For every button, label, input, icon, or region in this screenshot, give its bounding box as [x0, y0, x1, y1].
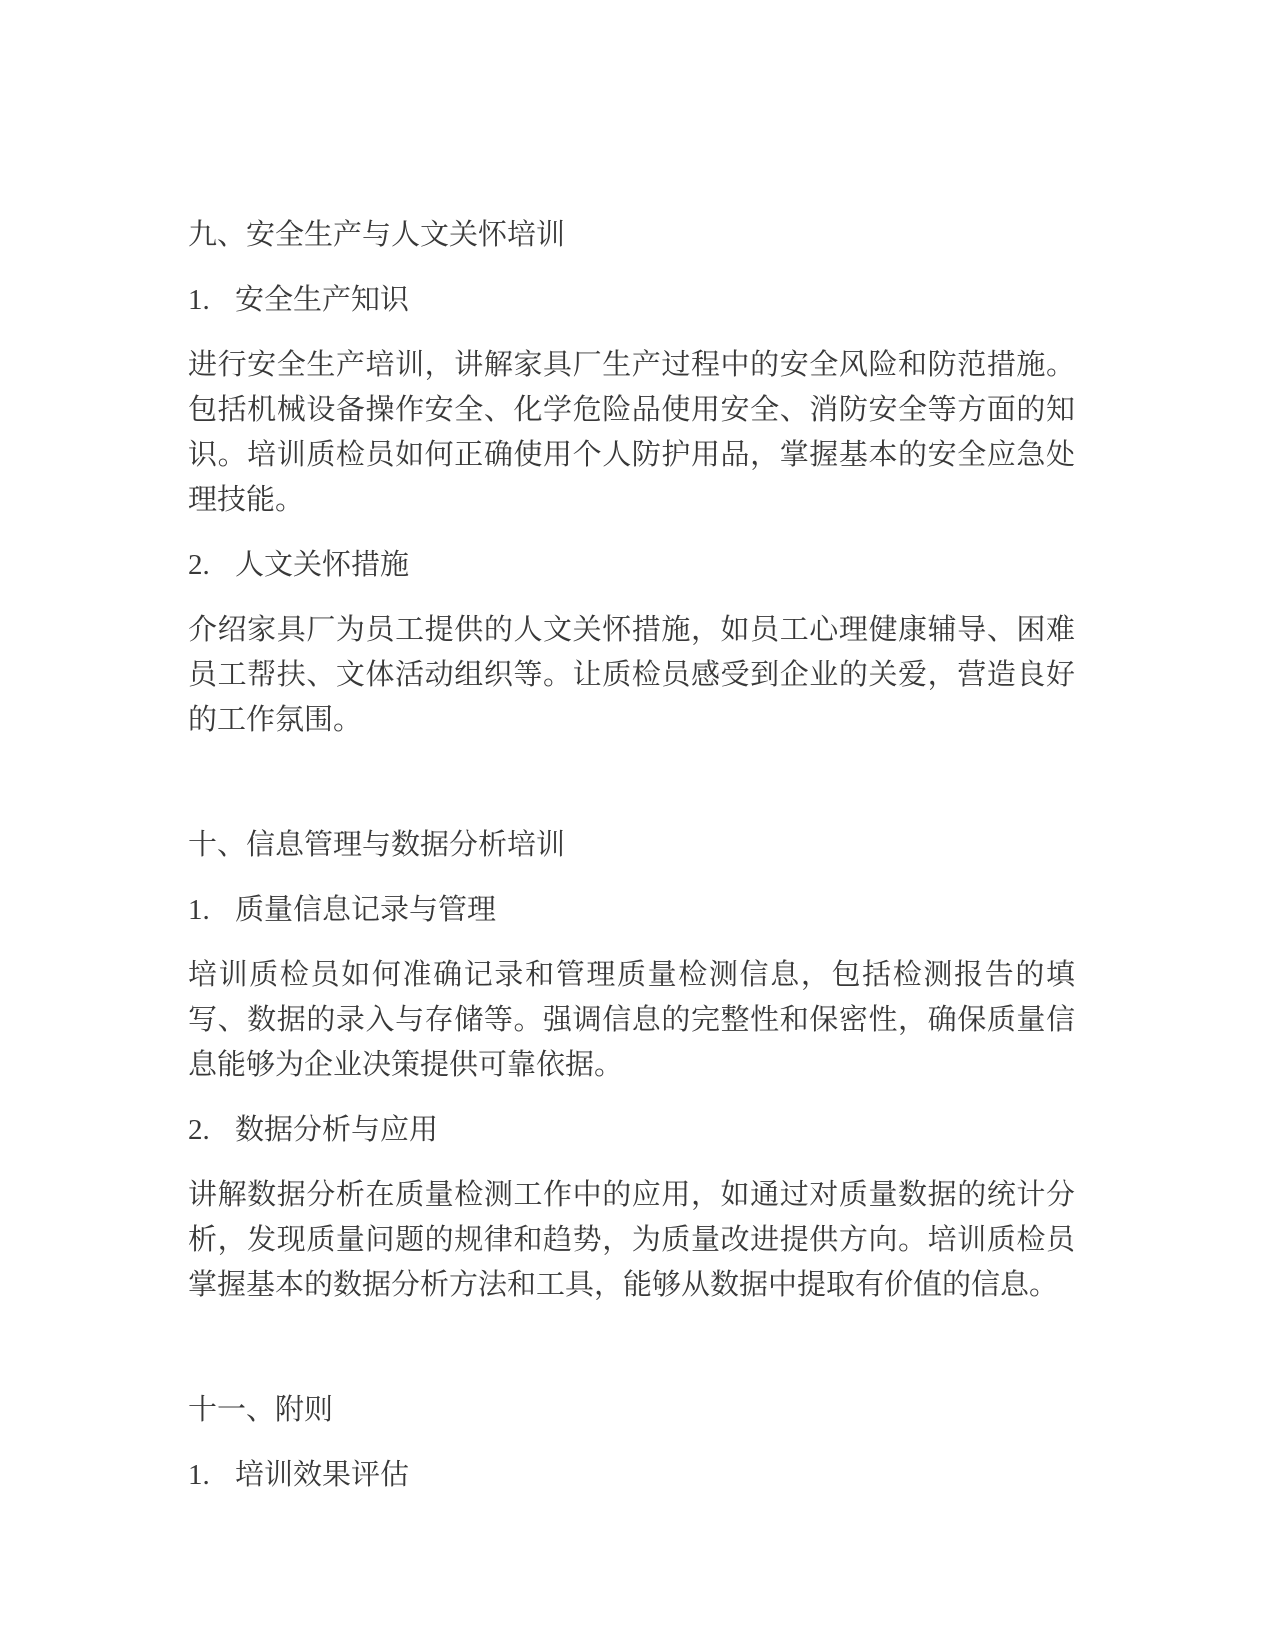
numbered-item [188, 1108, 1075, 1153]
section-heading: 十、信息管理与数据分析培训 [188, 829, 566, 861]
numbered-item [188, 1453, 1075, 1498]
numbered-item [188, 888, 1075, 933]
item-number: 2. [188, 1114, 210, 1146]
paragraph: 培训质检员如何准确记录和管理质量检测信息，包括检测报告的填写、数据的录入与存储等。强调信息的完整性和保密性，确保质量信息能够为企业决策提供可靠依据。 [188, 959, 1075, 1081]
item-title: 安全生产知识 [235, 284, 410, 316]
paragraph: 介绍家具厂为员工提供的人文关怀措施，如员工心理健康辅导、困难员工帮扶、文体活动组织等。让质检员感受到企业的关爱，营造良好的工作氛围。 [188, 614, 1075, 736]
item-number: 1. [188, 284, 210, 316]
section-heading: 十一、附则 [188, 1394, 334, 1426]
section-safety-training [188, 213, 1075, 743]
numbered-item [188, 278, 1075, 323]
section-supplementary-provisions [188, 1388, 1075, 1498]
paragraph: 讲解数据分析在质量检测工作中的应用，如通过对质量数据的统计分析，发现质量问题的规律和趋势，为质量改进提供方向。培训质检员掌握基本的数据分析方法和工具，能够从数据中提取有价值的信息。 [188, 1179, 1075, 1301]
item-title: 培训效果评估 [235, 1459, 410, 1491]
item-title: 质量信息记录与管理 [235, 894, 497, 926]
section-heading: 九、安全生产与人文关怀培训 [188, 219, 566, 251]
item-number: 1. [188, 894, 210, 926]
item-title: 数据分析与应用 [235, 1114, 439, 1146]
item-number: 1. [188, 1459, 210, 1491]
item-number: 2. [188, 549, 210, 581]
section-information-management [188, 823, 1075, 1308]
paragraph: 进行安全生产培训，讲解家具厂生产过程中的安全风险和防范措施。包括机械设备操作安全、化学危险品使用安全、消防安全等方面的知识。培训质检员如何正确使用个人防护用品，掌握基本的安全应急处理技能。 [188, 349, 1075, 516]
numbered-item [188, 543, 1075, 588]
item-title: 人文关怀措施 [235, 549, 410, 581]
